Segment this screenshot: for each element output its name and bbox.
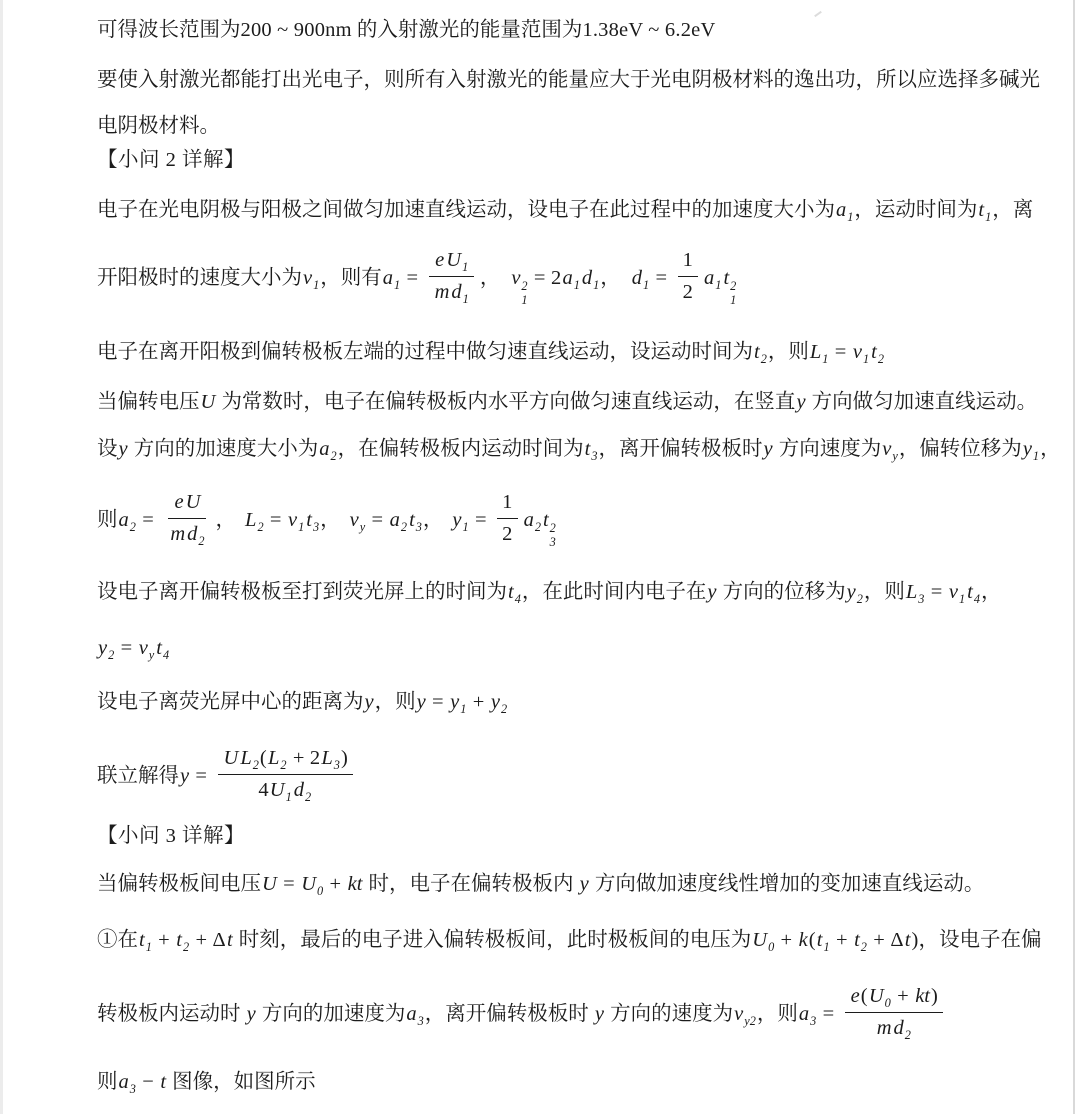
math-roman: =: [829, 341, 852, 363]
math-variable: $L_2$: [245, 508, 264, 534]
text-line: [97, 688, 508, 718]
page-right-edge: [1073, 0, 1075, 1114]
math-subsup: 2 1: [730, 278, 737, 308]
text-run: 转极板内运动时: [97, 1002, 246, 1025]
fraction-denominator: [678, 277, 698, 306]
text-run: 电阴极材料。: [97, 115, 220, 137]
math-variable: $y_2$: [846, 581, 863, 606]
math-roman: =: [469, 508, 493, 531]
math-roman: ): [911, 929, 919, 951]
scan-artifact: [814, 11, 822, 17]
math-variable: t: [904, 929, 911, 951]
math-variable: $t_1$: [978, 199, 992, 224]
text-run: ，则有: [320, 266, 382, 289]
fraction-denominator: [253, 775, 317, 804]
math-variable: $a_1$: [704, 266, 722, 292]
math-variable: $d_1$: [581, 266, 600, 292]
text-run: ，离开偏转极板时: [598, 438, 763, 460]
fraction-numerator: [429, 247, 474, 277]
math-variable: $a_3$: [406, 1002, 424, 1028]
text-run: 方向的加速度大小为: [128, 438, 319, 460]
fraction-numerator: [497, 489, 517, 519]
text-run: ，: [1040, 438, 1061, 460]
math-subsup: 2 1: [521, 278, 528, 308]
math-variable: $a_3$: [118, 1071, 136, 1096]
text-run: ，则: [863, 581, 905, 603]
text-run: 时刻，最后的电子进入偏转极板间，此时极板间的电压为: [233, 929, 752, 951]
math-variable: $y_1$: [1022, 438, 1040, 463]
text-run: 方向速度为: [773, 438, 882, 460]
text-line: [97, 1068, 316, 1098]
math-roman: ): [931, 985, 939, 1007]
math-variable: e: [174, 491, 184, 513]
math-variable: $t_2$: [854, 929, 867, 954]
text-run: ，: [600, 266, 621, 289]
section-heading: [97, 146, 245, 176]
math-variable: v 2 1: [511, 266, 528, 308]
math-roman: (: [259, 747, 267, 769]
math-variable: $v_y$: [349, 508, 366, 534]
math-variable: y: [364, 691, 374, 713]
text-run: 【小问 3 详解】: [97, 825, 245, 847]
text-run: 要使入射激光都能打出光电子，则所有入射激光的能量应大于光电阴极材料的逸出功，所以应选择多碱光: [97, 69, 1040, 91]
math-roman: +: [830, 929, 854, 951]
math-variable: y: [246, 1002, 256, 1025]
math-variable: $t_2$: [871, 341, 884, 366]
text-run: 设电子离荧光屏中心的距离为: [97, 691, 364, 713]
math-roman: + Δ: [190, 929, 226, 951]
math-variable: e: [850, 985, 860, 1007]
text-run: 设: [97, 438, 118, 460]
math-variable: k: [798, 929, 808, 951]
formula-line: [97, 492, 557, 550]
math-variable: $d_2$: [187, 522, 205, 548]
math-roman: (: [808, 929, 816, 951]
text-run: 【小问 2 详解】: [97, 149, 245, 171]
text-run: ，离: [992, 199, 1034, 221]
math-roman: 2: [682, 280, 694, 303]
math-variable: e: [435, 249, 445, 271]
text-line: [97, 435, 1061, 465]
math-roman: +: [152, 929, 176, 951]
math-variable: $y_2$: [98, 637, 115, 662]
math-variable: $U_1$: [446, 249, 469, 274]
math-roman: =: [264, 508, 288, 531]
math-roman: +: [467, 691, 490, 713]
math-variable: $t_2$: [754, 341, 767, 366]
math-roman: + 2: [287, 747, 321, 769]
text-run: ，设电子在偏: [918, 929, 1042, 951]
text-line: [97, 926, 1041, 956]
math-variable: $v_1$: [852, 341, 870, 366]
text-run: 的入射激光的能量范围为: [351, 19, 583, 41]
text-run: 电子在光电阴极与阳极之间做匀加速直线运动，设电子在此过程中的加速度大小为: [97, 199, 835, 221]
math-variable: t 2 3: [542, 508, 556, 550]
math-roman: =: [136, 508, 160, 531]
math-variable: $t_1$: [816, 929, 830, 954]
math-variable: $v_1$: [948, 581, 966, 606]
math-variable: $U_0$: [752, 929, 775, 954]
math-roman: +: [775, 929, 798, 951]
formula-line: [97, 748, 358, 806]
math-variable: $t_4$: [508, 581, 521, 606]
text-run: 则: [97, 1071, 118, 1093]
math-variable: $L_2$: [240, 747, 259, 772]
math-variable: $v_y$: [882, 438, 898, 463]
math-variable: $a_1$: [836, 199, 854, 224]
math-variable: m: [434, 280, 450, 303]
math-variable: $L_3$: [905, 581, 925, 606]
text-run: 可得波长范围为: [97, 19, 241, 41]
math-variable: $L_2$: [267, 747, 287, 772]
text-run: ，在此时间内电子在: [521, 581, 707, 603]
math-variable: $a_1$: [382, 266, 401, 292]
text-run: 方向的位移为: [717, 581, 846, 603]
math-variable: $d_2$: [893, 1016, 911, 1042]
fraction-denominator: [497, 519, 517, 548]
math-variable: kt: [347, 873, 363, 895]
formula-line: [97, 986, 948, 1044]
math-fraction: [218, 745, 353, 803]
math-variable: m: [876, 1016, 892, 1039]
math-variable: t: [226, 929, 233, 951]
math-roman: 2: [502, 522, 513, 545]
math-fraction: [678, 247, 698, 305]
text-run: 方向做匀加速直线运动。: [806, 391, 1038, 413]
math-roman: ): [340, 747, 348, 769]
math-roman: 200 ~ 900nm: [240, 19, 352, 41]
math-variable: $a_2$: [389, 508, 408, 534]
text-run: ，: [980, 581, 1002, 603]
math-fraction: [164, 489, 210, 547]
math-variable: $U_1$: [269, 778, 292, 804]
math-roman: =: [401, 266, 424, 289]
math-variable: $v_y$: [138, 637, 155, 662]
fraction-denominator: [871, 1013, 917, 1042]
text-run: ，: [320, 508, 341, 531]
text-run: 电子在离开阳极到偏转极板左端的过程中做匀速直线运动，设运动时间为: [97, 341, 753, 363]
fraction-numerator: [678, 247, 698, 277]
math-variable: kt: [915, 985, 930, 1007]
math-roman: =: [426, 691, 450, 713]
math-fraction: [845, 983, 943, 1041]
text-run: 时，电子在偏转极板内: [363, 873, 579, 895]
text-line: [97, 66, 1040, 96]
math-variable: $U_0$: [868, 985, 891, 1010]
math-roman: +: [324, 873, 347, 895]
math-roman: =: [115, 637, 138, 659]
math-variable: $a_2$: [319, 438, 337, 463]
math-variable: $d_1$: [451, 280, 469, 306]
math-variable: $L_1$: [809, 341, 829, 366]
math-roman: (: [860, 985, 868, 1007]
text-run: ，: [479, 266, 501, 289]
math-variable: t 2 1: [723, 266, 737, 308]
math-variable: $a_1$: [562, 266, 580, 292]
text-run: 则: [97, 508, 118, 531]
math-variable: $L_3$: [321, 747, 340, 772]
math-roman: −: [136, 1071, 160, 1093]
fraction-numerator: [845, 983, 943, 1013]
text-run: ，则: [374, 691, 416, 713]
text-run: ，偏转位移为: [898, 438, 1022, 460]
math-roman: 1.38eV ~ 6.2eV: [582, 19, 716, 41]
math-variable: y: [416, 691, 426, 713]
formula-line: [97, 250, 737, 308]
math-variable: U: [185, 491, 201, 513]
math-variable: $v_1$: [288, 508, 305, 534]
math-variable: $t_4$: [156, 637, 170, 662]
math-variable: $t_3$: [306, 508, 320, 534]
text-run: ，则: [756, 1002, 798, 1025]
math-variable: $t_3$: [409, 508, 422, 534]
section-heading: [97, 822, 245, 852]
math-roman: =: [190, 764, 213, 787]
text-run: ，运动时间为: [854, 199, 978, 221]
text-line: [97, 870, 984, 900]
text-run: 设电子离开偏转极板至打到荧光屏上的时间为: [97, 581, 507, 603]
text-run: 为常数时，电子在偏转极板内水平方向做匀速直线运动，在竖直: [216, 391, 796, 413]
math-variable: $U_0$: [301, 873, 324, 898]
math-variable: $y_2$: [490, 691, 508, 716]
math-variable: $t_3$: [584, 438, 598, 463]
text-run: 方向的速度为: [605, 1002, 734, 1025]
text-run: ，: [215, 508, 237, 531]
math-variable: $a_3$: [798, 1002, 817, 1028]
text-run: 开阳极时的速度大小为: [97, 266, 302, 289]
math-variable: $y_1$: [450, 691, 467, 716]
text-run: 当偏转电压: [97, 391, 200, 413]
math-variable: U: [223, 747, 239, 769]
math-fraction: [429, 247, 475, 305]
math-variable: y: [594, 1002, 604, 1025]
text-line: [97, 578, 1001, 608]
fraction-denominator: [429, 277, 475, 306]
text-run: 方向的加速度为: [256, 1002, 406, 1025]
math-variable: $a_2$: [523, 508, 541, 534]
text-line: [97, 388, 1037, 418]
math-roman: =: [925, 581, 948, 603]
math-variable: y: [763, 438, 773, 460]
math-variable: $v_1$: [303, 266, 320, 292]
math-subsup: 2 3: [549, 520, 556, 550]
math-variable: $t_4$: [967, 581, 980, 606]
text-run: 联立解得: [97, 764, 179, 787]
text-run: ，在偏转极板内运动时间为: [337, 438, 584, 460]
text-run: 方向做加速度线性增加的变加速直线运动。: [589, 873, 985, 895]
math-variable: y: [118, 438, 128, 460]
fraction-numerator: [168, 489, 206, 519]
text-run: 图像，如图所示: [167, 1071, 316, 1093]
fraction-denominator: [164, 519, 210, 548]
math-variable: $v_{y2}$: [734, 1002, 756, 1028]
math-fraction: [497, 489, 517, 547]
text-line: [97, 112, 220, 142]
math-variable: $a_2$: [118, 508, 136, 534]
math-variable: $t_1$: [139, 929, 152, 954]
math-roman: 4: [258, 778, 269, 801]
text-run: ，离开偏转极板时: [424, 1002, 594, 1025]
math-variable: m: [170, 522, 186, 545]
math-roman: 1: [682, 249, 694, 271]
math-roman: =: [366, 508, 389, 531]
math-variable: $t_2$: [176, 929, 190, 954]
math-roman: =: [650, 266, 673, 289]
math-roman: 1: [502, 491, 513, 513]
text-line: [97, 338, 885, 368]
text-run: 当偏转极板间电压: [97, 873, 261, 895]
math-roman: = 2: [528, 266, 562, 289]
text-run: ①在: [97, 929, 138, 951]
math-variable: U: [200, 391, 216, 413]
math-variable: t: [160, 1071, 167, 1093]
text-line: [97, 634, 170, 664]
math-variable: $d_2$: [293, 778, 312, 804]
math-roman: + Δ: [867, 929, 904, 951]
math-variable: y: [707, 581, 717, 603]
math-variable: $y_1$: [452, 508, 469, 534]
page-left-edge: [0, 0, 3, 1114]
text-line: [97, 196, 1033, 226]
fraction-numerator: [218, 745, 353, 775]
math-roman: =: [817, 1002, 840, 1025]
math-variable: y: [796, 391, 806, 413]
math-variable: y: [180, 764, 190, 787]
text-run: ，: [422, 508, 444, 531]
math-variable: y: [579, 873, 589, 895]
math-roman: =: [277, 873, 301, 895]
math-variable: U: [262, 873, 277, 895]
text-run: ，则: [767, 341, 809, 363]
text-line: [97, 16, 715, 46]
math-roman: +: [891, 985, 915, 1007]
math-variable: $d_1$: [631, 266, 650, 292]
